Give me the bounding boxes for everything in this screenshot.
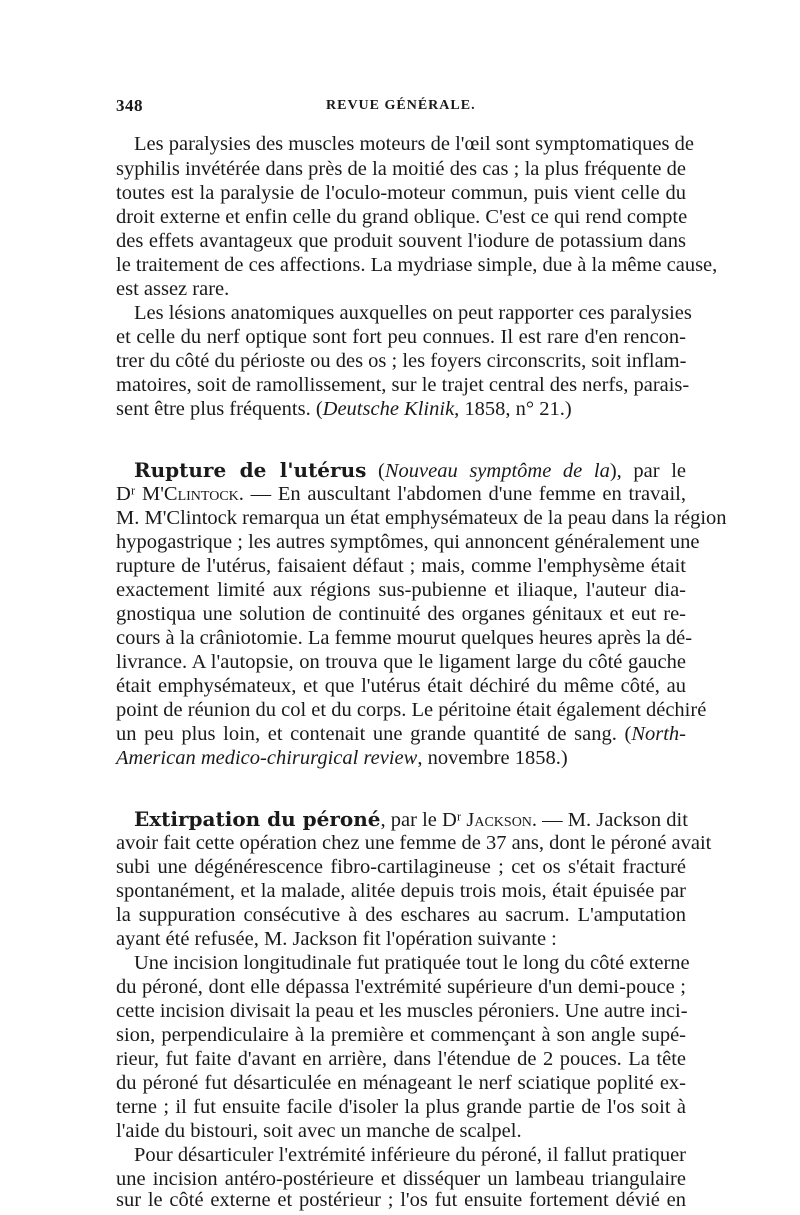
text-run: . — M. Jackson dit <box>531 809 688 831</box>
text-line: des effets avantageux que produit souvent l'iodure de potassium dans <box>116 230 686 252</box>
text-line: sion, perpendiculaire à la première et commençant à son angle supé- <box>116 1024 686 1046</box>
citation-title: American medico-chirurgical review <box>116 747 418 769</box>
text-run: . — En auscultant l'abdomen d'une femme en travail, <box>238 483 686 505</box>
text-line: le traitement de ces affections. La mydriase simple, due à la même cause, <box>116 254 718 276</box>
text-line: spontanément, et la malade, alitée depuis trois mois, était épuisée par <box>116 880 686 902</box>
text-line: ayant été refusée, M. Jackson fit l'opération suivante : <box>116 928 557 950</box>
text-line: Les lésions anatomiques auxquelles on peut rapporter ces paralysies <box>134 302 692 324</box>
text-line: l'aide du bistouri, soit avec un manche de scalpel. <box>116 1120 522 1142</box>
text-line: exactement limité aux régions sus-pubienne et iliaque, l'auteur dia- <box>116 579 686 601</box>
text-line: hypogastrique ; les autres symptômes, qui annoncent généralement une <box>116 531 700 553</box>
text-line: M. M'Clintock remarqua un état emphysémateux de la peau dans la région <box>116 507 727 529</box>
text-run: un peu plus loin, et contenait une grande quantité de sang. ( <box>116 723 632 745</box>
citation-title: Deutsche Klinik <box>322 398 455 420</box>
text-line: Les paralysies des muscles moteurs de l'œil sont symptomatiques de <box>134 133 694 155</box>
text-line: du péroné, dont elle dépassa l'extrémité supérieure d'un demi-pouce ; <box>116 976 686 998</box>
text-run: Dʳ <box>116 483 142 505</box>
text-line: point de réunion du col et du corps. Le péritoine était également déchiré <box>116 699 707 721</box>
article-title: Rupture de l'utérus <box>134 458 367 482</box>
text-line: droit externe et enfin celle du grand oblique. C'est ce qui rend compte <box>116 206 688 228</box>
text-line: cours à la crâniotomie. La femme mourut quelques heures après la dé- <box>116 627 693 649</box>
text-line: livrance. A l'autopsie, on trouva que le ligament large du côté gauche <box>116 651 686 673</box>
text-line: rieur, fut faite d'avant en arrière, dans l'étendue de 2 pouces. La tête <box>116 1048 686 1070</box>
text-line <box>116 745 686 773</box>
text-run: , 1858, n° 21.) <box>454 398 572 420</box>
text-line <box>116 396 686 424</box>
text-line: la suppuration consécutive à des eschares au sacrum. L'amputation <box>116 904 686 926</box>
text-line: est assez rare. <box>116 278 230 300</box>
text-line: terne ; il fut ensuite facile d'isoler la plus grande partie de l'os soit à <box>116 1096 686 1118</box>
text-run: , par le Dʳ <box>380 809 467 831</box>
text-run: ( <box>366 460 385 482</box>
text-line: subi une dégénérescence fibro-cartilagineuse ; cet os s'était fracturé <box>116 856 686 878</box>
text-line: gnostiqua une solution de continuité des organes génitaux et eut re- <box>116 603 686 625</box>
article-title: Extirpation du péroné <box>134 807 381 831</box>
text-line: syphilis invétérée dans près de la moitié des cas ; la plus fréquente de <box>116 158 686 180</box>
text-line: du péroné fut désarticulée en ménageant le nerf sciatique poplité ex- <box>116 1072 686 1094</box>
running-head: REVUE GÉNÉRALE. <box>326 98 476 113</box>
text-line: et celle du nerf optique sont fort peu connues. Il est rare d'en rencon- <box>116 326 686 348</box>
text-line: Une incision longitudinale fut pratiquée tout le long du côté externe <box>134 952 690 974</box>
text-line: Pour désarticuler l'extrémité inférieure du péroné, il fallut pratiquer <box>134 1144 686 1166</box>
text-line: trer du côté du périoste ou des os ; les foyers circonscrits, soit inflam- <box>116 350 687 372</box>
text-line: toutes est la paralysie de l'oculo-moteur commun, puis vient celle du <box>116 182 686 204</box>
page-header <box>116 96 686 122</box>
text-run: sent être plus fréquents. ( <box>116 398 323 420</box>
text-line: cette incision divisait la peau et les muscles péroniers. Une autre inci- <box>116 1000 688 1022</box>
text-line: sur le côté externe et postérieur ; l'os fut ensuite fortement dévié en <box>116 1189 686 1211</box>
text-line: rupture de l'utérus, faisaient défaut ; mais, comme l'emphysème était <box>116 555 686 577</box>
author-name: M'Clintock <box>142 483 239 505</box>
text-line: était emphysémateux, et que l'utérus était déchiré du même côté, au <box>116 675 686 697</box>
text-run: , novembre 1858.) <box>417 747 568 769</box>
text-run-italic: Nouveau symptôme de la <box>384 460 610 482</box>
text-line: une incision antéro-postérieure et disséquer un lambeau triangulaire <box>116 1168 686 1190</box>
text-line: matoires, soit de ramollissement, sur le trajet central des nerfs, parais- <box>116 374 690 396</box>
author-name: Jackson <box>466 809 532 831</box>
text-line: avoir fait cette opération chez une femme de 37 ans, dont le péroné avait <box>116 832 712 854</box>
citation-title: North- <box>631 723 686 745</box>
page-number: 348 <box>116 96 143 115</box>
text-run: ), par le <box>609 460 687 482</box>
